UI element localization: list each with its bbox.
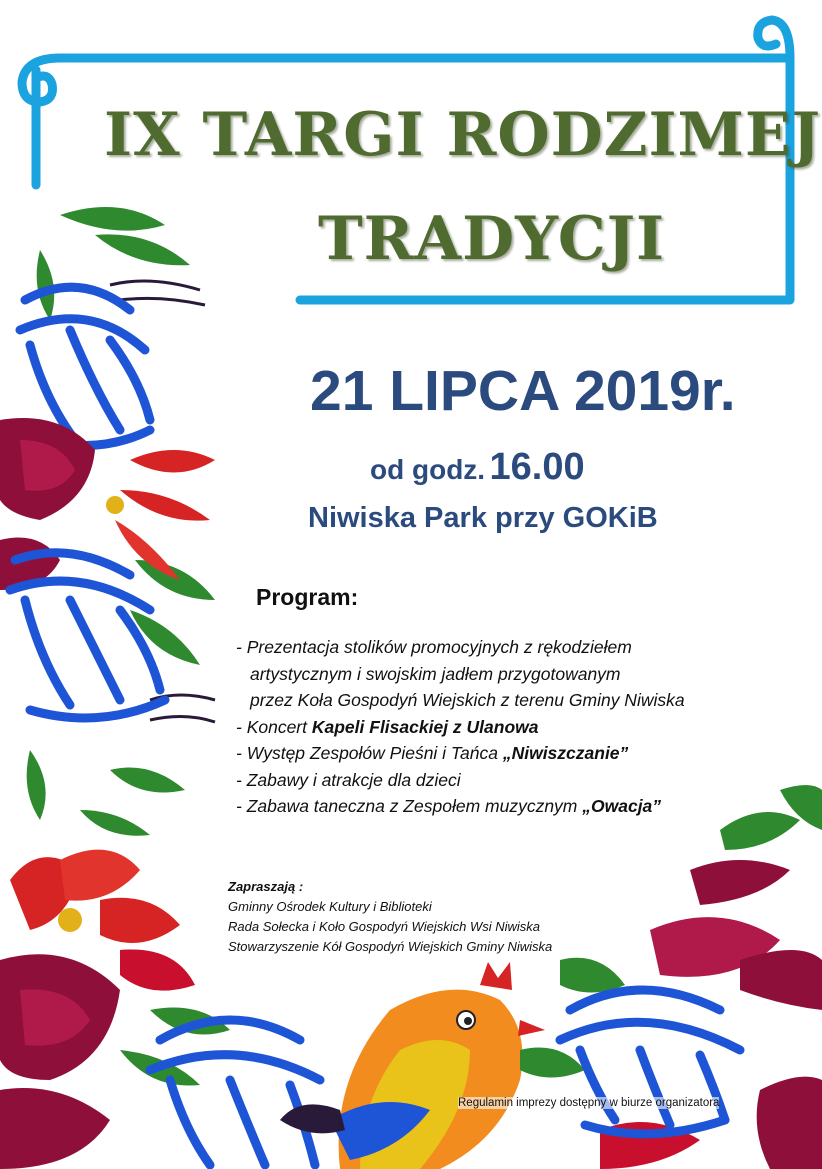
- organizers-block: [228, 877, 552, 957]
- folk-bird: [280, 962, 545, 1169]
- petal-shape: [0, 1088, 110, 1169]
- petal-stroke: [170, 1080, 210, 1165]
- program-item-5: [236, 793, 685, 820]
- program-item-3: [236, 740, 685, 767]
- program-item-3-text: - Występ Zespołów Pieśni i Tańca: [236, 743, 503, 763]
- petal-shape: [120, 490, 210, 521]
- bird-comb: [480, 962, 512, 990]
- petal-shape: [120, 949, 195, 990]
- petal-stroke: [25, 600, 70, 705]
- event-time: [370, 446, 585, 489]
- event-place: Niwiska Park przy GOKiB: [308, 502, 658, 534]
- program-item-2-bold: Kapeli Flisackiej z Ulanowa: [311, 716, 539, 737]
- program-list: [236, 634, 685, 820]
- program-heading: Program:: [256, 584, 359, 610]
- flower-center: [106, 496, 124, 514]
- program-item-1-line3: przez Koła Gospodyń Wiejskich z terenu Gminy Niwiska: [250, 690, 685, 710]
- petal-shape: [690, 860, 790, 905]
- red-flower-bottom-left: [0, 850, 230, 1169]
- petal-shape: [720, 812, 800, 850]
- petal-stroke: [560, 1022, 740, 1050]
- petal-stroke: [640, 1050, 670, 1125]
- petal-stroke: [700, 1055, 725, 1120]
- petal-stroke: [70, 600, 120, 700]
- event-date: 21 LIPCA 2019r.: [310, 359, 736, 423]
- petal-shape: [740, 950, 822, 1010]
- petal-shape: [757, 1077, 822, 1169]
- petal-shape: [130, 450, 215, 473]
- bird-beak: [518, 1020, 545, 1036]
- petal-stroke: [20, 319, 145, 350]
- leaf-shape: [110, 768, 185, 793]
- program-item-2-text: - Koncert: [236, 716, 312, 737]
- flower-center: [58, 908, 82, 932]
- petal-stroke: [580, 1050, 615, 1120]
- program-item-1-line1: - Prezentacja stolików promocyjnych z rękodziełem: [236, 637, 632, 657]
- leaf-shape: [135, 560, 215, 600]
- program-item-4: - Zabawy i atrakcje dla dzieci: [236, 769, 461, 790]
- program-item-5-bold: „Owacja”: [582, 796, 662, 816]
- bird-wing-dark: [280, 1104, 345, 1133]
- petal-stroke: [230, 1080, 265, 1165]
- leaf-shape: [27, 750, 46, 820]
- program-item-5-text: - Zabawa taneczna z Zespołem muzycznym: [236, 796, 583, 816]
- footer-note: Regulamin imprezy dostępny w biurze organizatora: [458, 1097, 720, 1109]
- petal-shape: [60, 850, 140, 901]
- petal-stroke: [30, 700, 165, 718]
- organizer-line: Gminny Ośrodek Kultury i Biblioteki: [228, 899, 432, 914]
- petal-stroke: [570, 990, 720, 1010]
- event-time-value: 16.00: [489, 446, 585, 488]
- poster-title-line1: IX TARGI RODZIMEJ: [104, 100, 822, 170]
- stroke-shape: [150, 716, 215, 722]
- program-item-1-line2: artystycznym i swojskim jadłem przygotowanym: [250, 663, 621, 684]
- frame-curl-top-left: [22, 58, 60, 102]
- flowers-bottom-right: [520, 785, 822, 1169]
- poster-title-line2: TRADYCJI: [318, 204, 666, 274]
- event-time-label: od godz.: [370, 454, 486, 485]
- frame-curl-top-right: [758, 20, 790, 58]
- petal-shape: [560, 958, 625, 993]
- bird-pupil: [464, 1017, 472, 1025]
- organizers-heading: Zapraszają :: [228, 879, 304, 894]
- petal-shape: [520, 1048, 585, 1078]
- petal-shape: [100, 898, 180, 943]
- organizer-line: Rada Sołecka i Koło Gospodyń Wiejskich Wsi Niwiska: [228, 919, 540, 934]
- leaf-shape: [80, 810, 150, 836]
- blue-flower-bottom-right: [560, 990, 740, 1134]
- blue-flower-bottom-middle: [150, 1020, 320, 1165]
- program-item-2: [236, 714, 685, 741]
- program-item-3-bold: „Niwiszczanie”: [502, 743, 629, 763]
- organizer-line: Stowarzyszenie Kół Gospodyń Wiejskich Gminy Niwiska: [228, 939, 553, 954]
